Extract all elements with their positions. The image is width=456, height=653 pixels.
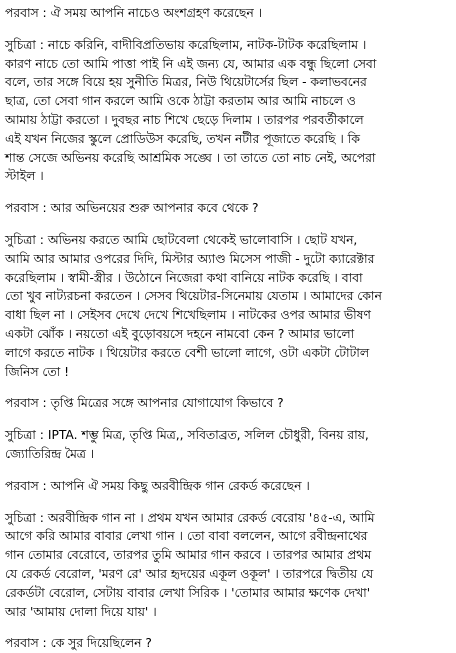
text-line: কারণ নাচে তো আমি পাত্তা পাই নি এই জন্য যে, আমার এক বন্ধু ছিলো সেবা <box>5 56 377 71</box>
text-line: ছাত্র, তো সেবা গান করলে আমি ওকে ঠাট্টা করতাম আর আমি নাচলে ও <box>5 94 356 109</box>
interview-paragraph <box>5 199 451 218</box>
paragraph-gap <box>5 621 451 634</box>
text-line: রেকর্ডটা বেরোল, সেটায় বাবার লেখা সিরিক । 'তোমার আমার ক্ষণেক দেখা' <box>5 585 371 600</box>
interview-paragraph <box>5 4 451 23</box>
text-line: জিনিস তো ! <box>5 364 70 379</box>
text-line: শান্ত সেজে অভিনয় করেছি আশ্রমিক সঙ্ঘে । তা তাতে তো নাচ নেই, অপেরা <box>5 150 376 165</box>
paragraph-gap <box>5 23 451 36</box>
interview-paragraph <box>5 231 451 381</box>
interview-paragraph <box>5 426 451 464</box>
paragraph-gap <box>5 413 451 426</box>
text-line: আমি আর আমার ওপরের দিদি, মিস্টার অ্যাণ্ড মিসেস পাজী - দুটো ক্যারেক্টার <box>5 251 375 266</box>
text-line: তো খুব নাট্যরচনা করতেন । সেসব থিয়েটার-সিনেমায় যেতাম । আমাদের কোন <box>5 289 382 304</box>
text-line: পরবাস : আর অভিনয়ের শুরু আপনার কবে থেকে ? <box>5 201 259 216</box>
text-line: সুচিত্রা : অভিনয় করতে আমি ছোটবেলা থেকেই ভালোবাসি । ছোট যখন, <box>5 232 358 247</box>
text-line: লাগে করতে নাটক । থিয়েটার করতে বেশী ভালো লাগে, ওটা একটা টোটাল <box>5 345 369 360</box>
text-line: পরবাস : কে সুর দিয়েছিলেন ? <box>5 636 152 651</box>
text-line: জ্যোতিরিন্দ্র মৈত্র । <box>5 446 95 461</box>
text-line: সুচিত্রা : IPTA. শম্ভু মিত্র, তৃপ্তি মিত্র,, সবিতাব্রত, সলিল চৌধুরী, বিনয় রায়, <box>5 428 369 443</box>
text-line: আর 'আমায় দোলা দিয়ে যায়' । <box>5 604 157 619</box>
paragraph-gap <box>5 218 451 231</box>
text-line: স্টাইল । <box>5 169 44 184</box>
interview-paragraph <box>5 634 451 653</box>
text-line: সুচিত্রা : নাচে করিনি, বাদীবিপ্রতিভায় করেছিলাম, নাটক-টাটক করেছিলাম । <box>5 37 367 52</box>
text-line: এই যখন নিজের স্কুলে প্রোডিউস করেছি, তখন নটীর পূজাতে করেছি । কি <box>5 131 360 146</box>
interview-paragraph <box>5 36 451 186</box>
interview-paragraph <box>5 509 451 622</box>
text-line: আমায় ঠাট্টা করতো । দুবছর নাচ শিখে ছেড়ে দিলাম । তারপর পরবর্তীকালে <box>5 112 364 127</box>
text-line: বলে, তার সঙ্গে বিয়ে হয় সুনীতি মিত্রর, নিউ থিয়েটার্সের ছিল - কলাভবনের <box>5 75 367 90</box>
paragraph-gap <box>5 464 451 477</box>
text-line: একটা ঝোঁক । নয়তো এই বুড়োবয়সে দহনে নামবো কেন ? আমার ভালো <box>5 326 355 341</box>
text-line: যে রেকর্ড বেরোল, 'মরণ রে' আর হৃদয়ের একূল ওকূল' । তারপরে দ্বিতীয় যে <box>5 566 374 581</box>
text-line: পরবাস : ঐ সময় আপনি নাচেও অংশগ্রহণ করেছেন । <box>5 6 262 20</box>
interview-paragraph <box>5 394 451 413</box>
paragraph-gap <box>5 186 451 199</box>
paragraph-gap <box>5 381 451 394</box>
text-line: আগে করি আমার বাবার লেখা গান । তো বাবা বললেন, আগে রবীন্দ্রনাথের <box>5 529 368 544</box>
text-line: বাধা ছিল না । সেইসব দেখে দেখে শিখেছিলাম । নাটকের ওপর আমার ভীষণ <box>5 308 371 323</box>
text-line: সুচিত্রা : অরবীন্দ্রিক গান না । প্রথম যখন আমার রেকর্ড বেরোয় '৪৫-এ, আমি <box>5 510 375 525</box>
paragraph-gap <box>5 496 451 509</box>
text-line: করেছিলাম । স্বামী-স্ত্রীর । উঠোনে নিজেরা কথা বানিয়ে নাটক করেছি । বাবা <box>5 270 363 285</box>
text-line: পরবাস : আপনি ঐ সময় কিছু অরবীন্দ্রিক গান রেকর্ড করেছেন । <box>5 478 310 493</box>
text-line: পরবাস : তৃপ্তি মিত্রের সঙ্গে আপনার যোগাযোগ কিভাবে ? <box>5 396 284 411</box>
text-line: গান তোমার বেরোবে, তারপর তুমি আমার গান করবে । তারপর আমার প্রথম <box>5 548 372 563</box>
interview-paragraph <box>5 477 451 496</box>
